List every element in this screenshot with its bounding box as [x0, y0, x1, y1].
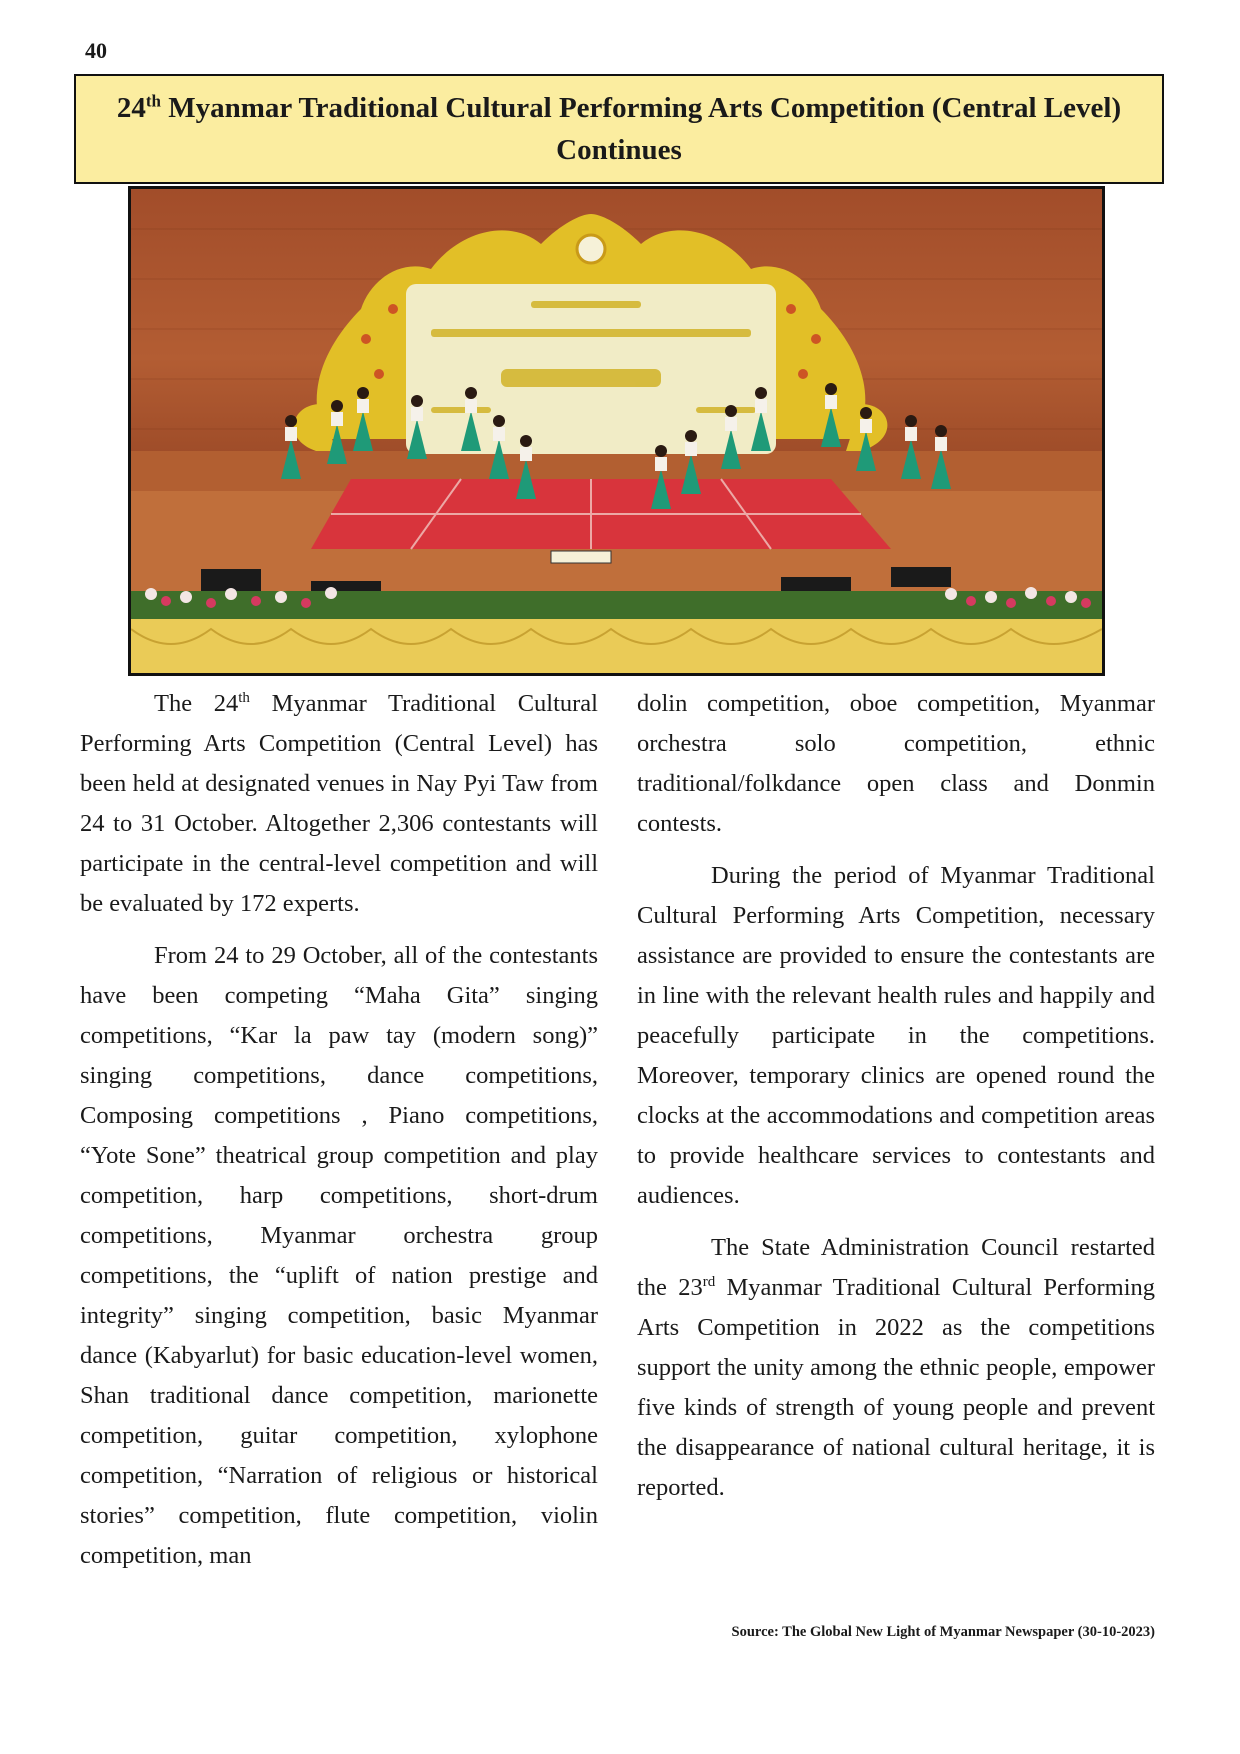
article-title-box — [74, 74, 1164, 184]
p1-sup: th — [238, 689, 250, 706]
article-paragraph-4 — [637, 1228, 1155, 1508]
flower-decoration — [131, 587, 1102, 621]
p1-rest: Myanmar Traditional Cultural Performing Arts Competition (Central Level) has been held at designated venues in Nay Pyi Taw from 24 to 31 October. Altogether 2,306 contestants will participate in the central-level competition and will be evaluated by 172 experts. — [80, 690, 598, 917]
photo-illustration — [131, 189, 1102, 673]
page-number: 40 — [85, 38, 107, 63]
p4-lead: The State Administration Council restarted the 23 — [637, 1234, 1155, 1301]
p4-rest: Myanmar Traditional Cultural Performing Arts Competition in 2022 as the competitions support the unity among the ethnic people, empower five kinds of strength of young people and prevent the disappearance of national cultural heritage, it is reported. — [637, 1274, 1155, 1501]
p1-lead: The 24 — [154, 690, 239, 717]
article-column-right — [637, 684, 1155, 1520]
gold-drape — [131, 619, 1102, 673]
title-rest: Myanmar Traditional Cultural Performing Arts Competition (Central Level) Continues — [161, 92, 1122, 166]
article-column-left — [80, 684, 598, 1588]
source-credit: Source: The Global New Light of Myanmar Newspaper (30-10-2023) — [731, 1624, 1155, 1640]
article-paragraph-2-continued: dolin competition, oboe competition, Myanmar orchestra solo competition, ethnic traditional/folkdance open class and Donmin contests. — [637, 690, 1155, 837]
title-ordinal-num: 24 — [116, 92, 146, 124]
p4-sup: rd — [702, 1273, 716, 1290]
article-title — [76, 87, 1162, 171]
article-paragraph-3: During the period of Myanmar Traditional Cultural Performing Arts Competition, necessary assistance are provided to ensure the contestants are in line with the relevant health rules and happily and peacefully participate in the competitions. Moreover, temporary clinics are opened round the clocks at the accommodations and competition areas to provide healthcare services to contestants and audiences. — [637, 862, 1155, 1209]
title-ordinal-suffix: th — [145, 91, 161, 111]
article-paragraph-2: From 24 to 29 October, all of the contestants have been competing “Maha Gita” singing competitions, “Kar la paw tay (modern song)” singing competitions, dance competitions, Composing competitions , Piano competitions, “Yote Sone” theatrical group competition and play competition, harp competitions, short-drum competitions, Myanmar orchestra group competitions, the “uplift of nation prestige and integrity” singing competition, basic Myanmar dance (Kabyarlut) for basic education-level women, Shan traditional dance competition, marionette competition, guitar competition, xylophone competition, “Narration of religious or historical stories” competition, flute competition, violin competition, man — [80, 942, 598, 1569]
article-paragraph-1 — [80, 684, 598, 924]
stage-dance-performance-photo — [128, 186, 1105, 676]
